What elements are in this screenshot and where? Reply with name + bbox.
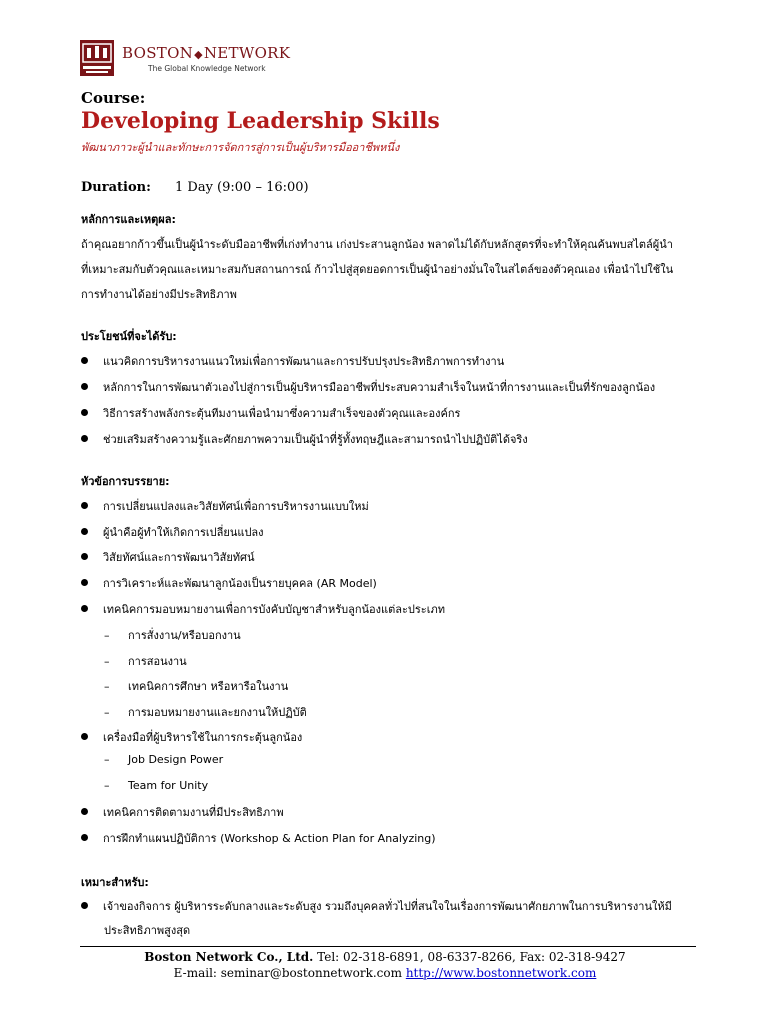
footer-phone: Tel: 02-318-6891, 08-6337-8266, Fax: 02-318-9427	[313, 950, 626, 964]
subitem-text: เทคนิคการศึกษา หรือหารือในงาน	[128, 680, 289, 693]
topic-item	[81, 523, 264, 541]
dash-icon: –	[104, 629, 110, 642]
bullet-icon	[81, 902, 88, 909]
rationale-paragraph	[81, 232, 713, 307]
topics-heading: หัวข้อการบรรยาย:	[81, 475, 170, 488]
topic-subitem	[104, 779, 208, 792]
bullet-icon	[81, 528, 88, 535]
subitem-text: Team for Unity	[128, 779, 209, 792]
benefit-text: วิธีการสร้างพลังกระตุ้นทีมงานเพื่อนำมาซึ่งความสำเร็จของตัวคุณและองค์กร	[103, 407, 461, 420]
subitem-text: การสั่งงาน/หรือบอกงาน	[128, 629, 241, 642]
duration-label: Duration:	[81, 180, 151, 195]
audience-text: เจ้าของกิจการ ผู้บริหารระดับกลางและระดับสูง รวมถึงบุคคลทั่วไปที่สนใจในเรื่องการพัฒนาศักยภาพในการบริหารงานให้มี	[103, 900, 672, 913]
topic-subitem	[104, 703, 307, 721]
boston-network-logo-icon	[80, 40, 114, 76]
dash-icon: –	[104, 706, 110, 719]
bullet-icon	[81, 605, 88, 612]
brand-separator: ◆	[194, 48, 203, 61]
footer-email: E-mail: seminar@bostonnetwork.com	[173, 966, 406, 980]
footer-web	[0, 966, 770, 980]
bullet-icon	[81, 435, 88, 442]
topic-item	[81, 574, 377, 592]
topic-text: การฝึกทำแผนปฏิบัติการ (Workshop & Action Plan for Analyzing)	[103, 832, 436, 845]
dash-icon: –	[104, 680, 110, 693]
topic-item	[81, 728, 302, 746]
website-link[interactable]: http://www.bostonnetwork.com	[405, 966, 597, 980]
topic-item	[81, 803, 284, 821]
topic-text: เทคนิคการติดตามงานที่มีประสิทธิภาพ	[103, 806, 284, 819]
rationale-line: ที่เหมาะสมกับตัวคุณและเหมาะสมกับสถานการณ์ ก้าวไปสู่สุดยอดการเป็นผู้นำอย่างมั่นใจในสไตล์ของตัวคุณเอง เพื่อนำไปใช้ใน	[81, 263, 674, 276]
topic-text: การเปลี่ยนแปลงและวิสัยทัศน์เพื่อการบริหารงานแบบใหม่	[103, 500, 369, 513]
brand-name	[122, 44, 290, 64]
bullet-icon	[81, 357, 88, 364]
benefit-item	[81, 352, 504, 370]
audience-item	[81, 897, 672, 915]
course-subtitle: พัฒนาภาวะผู้นำและทักษะการจัดการสู่การเป็นผู้บริหารมืออาชีพหนึ่ง	[81, 141, 400, 154]
footer-company: Boston Network Co., Ltd.	[144, 950, 314, 964]
topic-subitem	[104, 626, 241, 644]
bullet-icon	[81, 383, 88, 390]
topic-item	[81, 548, 255, 566]
bullet-icon	[81, 733, 88, 740]
bullet-icon	[81, 502, 88, 509]
subitem-text: Job Design Power	[128, 753, 224, 766]
bullet-icon	[81, 409, 88, 416]
course-title: Developing Leadership Skills	[81, 108, 440, 134]
brand-tagline: The Global Knowledge Network	[148, 64, 266, 73]
topic-text: เครื่องมือที่ผู้บริหารใช้ในการกระตุ้นลูกน้อง	[103, 731, 303, 744]
logo-wordmark	[122, 44, 290, 74]
topic-subitem	[104, 753, 223, 766]
benefit-item	[81, 430, 528, 448]
subitem-text: การสอนงาน	[128, 655, 187, 668]
topic-item	[81, 829, 436, 847]
duration-value: 1 Day (9:00 – 16:00)	[175, 180, 309, 195]
subitem-text: การมอบหมายงานและยกงานให้ปฏิบัติ	[128, 706, 307, 719]
topic-text: เทคนิคการมอบหมายงานเพื่อการบังคับบัญชาสำหรับลูกน้องแต่ละประเภท	[103, 603, 445, 616]
course-label: Course:	[81, 89, 146, 107]
brand-left: BOSTON	[122, 44, 194, 62]
benefit-text: หลักการในการพัฒนาตัวเองไปสู่การเป็นผู้บริหารมืออาชีพที่ประสบความสำเร็จในหน้าที่การงานและเป็นที่รักของลูกน้อง	[103, 381, 656, 394]
topic-subitem	[104, 652, 187, 670]
rationale-line: ถ้าคุณอยากก้าวขึ้นเป็นผู้นำระดับมืออาชีพที่เก่งทำงาน เก่งประสานลูกน้อง พลาดไม่ได้กับหลักสูตรที่จะทำให้คุณค้นพบสไตล์ผู้นำ	[81, 238, 673, 251]
topic-subitem	[104, 677, 288, 695]
topic-text: ผู้นำคือผู้ทำให้เกิดการเปลี่ยนแปลง	[103, 526, 264, 539]
bullet-icon	[81, 834, 88, 841]
brand-right: NETWORK	[203, 44, 291, 62]
audience-heading: เหมาะสำหรับ:	[81, 876, 149, 889]
bullet-icon	[81, 553, 88, 560]
footer-contact	[0, 950, 770, 964]
benefit-text: แนวคิดการบริหารงานแนวใหม่เพื่อการพัฒนาและการปรับปรุงประสิทธิภาพการทำงาน	[103, 355, 505, 368]
topic-text: การวิเคราะห์และพัฒนาลูกน้องเป็นรายบุคคล (AR Model)	[103, 577, 377, 590]
benefit-item	[81, 378, 655, 396]
bullet-icon	[81, 808, 88, 815]
bullet-icon	[81, 579, 88, 586]
rationale-line: การทำงานได้อย่างมีประสิทธิภาพ	[81, 288, 237, 301]
footer-divider	[80, 946, 696, 947]
topic-text: วิสัยทัศน์และการพัฒนาวิสัยทัศน์	[103, 551, 255, 564]
topic-item	[81, 600, 445, 618]
benefits-heading: ประโยชน์ที่จะได้รับ:	[81, 330, 177, 343]
audience-continuation: ประสิทธิภาพสูงสุด	[104, 924, 191, 937]
dash-icon: –	[104, 655, 110, 668]
benefit-item	[81, 404, 460, 422]
dash-icon: –	[104, 753, 110, 766]
topic-item	[81, 497, 369, 515]
benefit-text: ช่วยเสริมสร้างความรู้และศักยภาพความเป็นผู้นำที่รู้ทั้งทฤษฎีและสามารถนำไปปฏิบัติได้จริง	[103, 433, 528, 446]
dash-icon: –	[104, 779, 110, 792]
rationale-heading: หลักการและเหตุผล:	[81, 213, 176, 226]
